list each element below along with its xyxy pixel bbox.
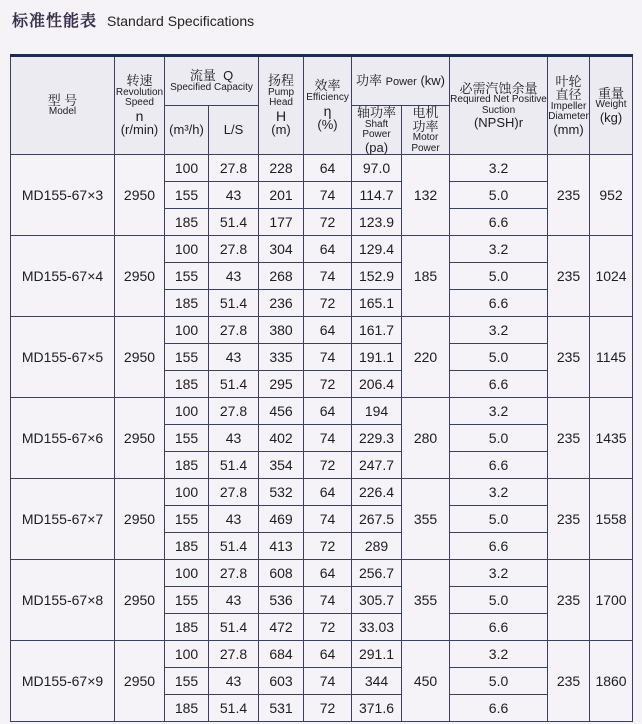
npsh-cell: 3.2 [450, 479, 548, 506]
model-cell: MD155-67×3 [11, 155, 115, 236]
head-cell: 684 [259, 641, 304, 668]
flow-m3h-cell: 155 [165, 506, 209, 533]
efficiency-cell: 72 [304, 533, 352, 560]
npsh-cell: 5.0 [450, 506, 548, 533]
npsh-cell: 5.0 [450, 182, 548, 209]
flow-ls-cell: 27.8 [209, 317, 259, 344]
flow-m3h-cell: 185 [165, 695, 209, 722]
head-cell: 228 [259, 155, 304, 182]
flow-ls-cell: 43 [209, 263, 259, 290]
npsh-cell: 6.6 [450, 290, 548, 317]
title-english: Standard Specifications [107, 13, 255, 29]
table-row [11, 236, 633, 263]
flow-ls-cell: 51.4 [209, 614, 259, 641]
head-cell: 402 [259, 425, 304, 452]
shaft-power-cell: 206.4 [352, 371, 402, 398]
flow-ls-cell: 43 [209, 668, 259, 695]
npsh-cell: 3.2 [450, 641, 548, 668]
flow-m3h-cell: 185 [165, 533, 209, 560]
header-model: 型 号 Model [11, 56, 115, 155]
motor-power-cell: 185 [402, 236, 450, 317]
efficiency-cell: 64 [304, 641, 352, 668]
shaft-power-cell: 165.1 [352, 290, 402, 317]
efficiency-cell: 64 [304, 236, 352, 263]
flow-m3h-cell: 155 [165, 182, 209, 209]
table-row [11, 398, 633, 425]
npsh-cell: 6.6 [450, 452, 548, 479]
shaft-power-cell: 123.9 [352, 209, 402, 236]
flow-m3h-cell: 155 [165, 344, 209, 371]
npsh-cell: 5.0 [450, 587, 548, 614]
head-cell: 380 [259, 317, 304, 344]
flow-ls-cell: 43 [209, 506, 259, 533]
motor-power-cell: 280 [402, 398, 450, 479]
npsh-cell: 5.0 [450, 425, 548, 452]
weight-cell: 1860 [590, 641, 633, 722]
speed-cell: 2950 [115, 560, 165, 641]
header-efficiency: 效率 Efficiency η (%) [304, 56, 352, 155]
efficiency-cell: 72 [304, 452, 352, 479]
efficiency-cell: 74 [304, 425, 352, 452]
npsh-cell: 5.0 [450, 344, 548, 371]
npsh-cell: 3.2 [450, 560, 548, 587]
impeller-cell: 235 [548, 155, 590, 236]
shaft-power-cell: 371.6 [352, 695, 402, 722]
speed-cell: 2950 [115, 236, 165, 317]
header-row [11, 56, 633, 106]
flow-ls-cell: 51.4 [209, 533, 259, 560]
head-cell: 268 [259, 263, 304, 290]
weight-cell: 1024 [590, 236, 633, 317]
flow-ls-cell: 27.8 [209, 398, 259, 425]
efficiency-cell: 64 [304, 560, 352, 587]
flow-ls-cell: 51.4 [209, 452, 259, 479]
header-impeller: 叶轮 直径 Impeller Diameter (mm) [548, 56, 590, 155]
efficiency-cell: 74 [304, 182, 352, 209]
head-cell: 354 [259, 452, 304, 479]
efficiency-cell: 74 [304, 263, 352, 290]
head-cell: 295 [259, 371, 304, 398]
weight-cell: 952 [590, 155, 633, 236]
motor-power-cell: 450 [402, 641, 450, 722]
table-row [11, 560, 633, 587]
efficiency-cell: 72 [304, 209, 352, 236]
npsh-cell: 6.6 [450, 614, 548, 641]
npsh-cell: 6.6 [450, 533, 548, 560]
flow-ls-cell: 43 [209, 587, 259, 614]
shaft-power-cell: 194 [352, 398, 402, 425]
npsh-cell: 5.0 [450, 263, 548, 290]
speed-cell: 2950 [115, 641, 165, 722]
shaft-power-cell: 129.4 [352, 236, 402, 263]
table-row [11, 155, 633, 182]
impeller-cell: 235 [548, 479, 590, 560]
model-cell: MD155-67×4 [11, 236, 115, 317]
npsh-cell: 3.2 [450, 317, 548, 344]
flow-m3h-cell: 185 [165, 614, 209, 641]
head-cell: 413 [259, 533, 304, 560]
flow-m3h-cell: 185 [165, 209, 209, 236]
header-power: 功率 Power (kw) [352, 56, 450, 106]
head-cell: 456 [259, 398, 304, 425]
efficiency-cell: 64 [304, 317, 352, 344]
motor-power-cell: 132 [402, 155, 450, 236]
table-row [11, 641, 633, 668]
efficiency-cell: 74 [304, 506, 352, 533]
flow-m3h-cell: 100 [165, 155, 209, 182]
head-cell: 236 [259, 290, 304, 317]
page-title [12, 8, 254, 32]
spec-table-body [11, 155, 633, 722]
model-cell: MD155-67×7 [11, 479, 115, 560]
shaft-power-cell: 229.3 [352, 425, 402, 452]
motor-power-cell: 220 [402, 317, 450, 398]
model-cell: MD155-67×6 [11, 398, 115, 479]
efficiency-cell: 64 [304, 479, 352, 506]
header-flow-ls: L/S [209, 106, 259, 155]
efficiency-cell: 72 [304, 290, 352, 317]
npsh-cell: 6.6 [450, 695, 548, 722]
shaft-power-cell: 97.0 [352, 155, 402, 182]
efficiency-cell: 64 [304, 398, 352, 425]
npsh-cell: 3.2 [450, 398, 548, 425]
flow-m3h-cell: 100 [165, 236, 209, 263]
title-chinese: 标准性能表 [12, 11, 98, 30]
head-cell: 304 [259, 236, 304, 263]
header-flow: 流量 Q Specified Capacity [165, 56, 259, 106]
flow-ls-cell: 27.8 [209, 560, 259, 587]
flow-m3h-cell: 185 [165, 371, 209, 398]
efficiency-cell: 72 [304, 371, 352, 398]
head-cell: 608 [259, 560, 304, 587]
flow-ls-cell: 43 [209, 182, 259, 209]
flow-ls-cell: 51.4 [209, 290, 259, 317]
flow-m3h-cell: 100 [165, 479, 209, 506]
flow-ls-cell: 51.4 [209, 371, 259, 398]
head-cell: 536 [259, 587, 304, 614]
weight-cell: 1700 [590, 560, 633, 641]
flow-ls-cell: 51.4 [209, 209, 259, 236]
table-row [11, 317, 633, 344]
shaft-power-cell: 152.9 [352, 263, 402, 290]
shaft-power-cell: 344 [352, 668, 402, 695]
flow-m3h-cell: 185 [165, 452, 209, 479]
flow-m3h-cell: 100 [165, 398, 209, 425]
head-cell: 177 [259, 209, 304, 236]
shaft-power-cell: 161.7 [352, 317, 402, 344]
impeller-cell: 235 [548, 560, 590, 641]
speed-cell: 2950 [115, 317, 165, 398]
npsh-cell: 6.6 [450, 209, 548, 236]
efficiency-cell: 72 [304, 614, 352, 641]
npsh-cell: 5.0 [450, 668, 548, 695]
head-cell: 531 [259, 695, 304, 722]
impeller-cell: 235 [548, 236, 590, 317]
flow-ls-cell: 27.8 [209, 236, 259, 263]
head-cell: 603 [259, 668, 304, 695]
flow-m3h-cell: 155 [165, 668, 209, 695]
weight-cell: 1558 [590, 479, 633, 560]
efficiency-cell: 74 [304, 344, 352, 371]
npsh-cell: 6.6 [450, 371, 548, 398]
efficiency-cell: 74 [304, 668, 352, 695]
model-cell: MD155-67×9 [11, 641, 115, 722]
weight-cell: 1435 [590, 398, 633, 479]
shaft-power-cell: 226.4 [352, 479, 402, 506]
header-shaft-power: 轴功率 Shaft Power (pa) [352, 106, 402, 155]
header-flow-m3h: (m³/h) [165, 106, 209, 155]
head-cell: 532 [259, 479, 304, 506]
speed-cell: 2950 [115, 398, 165, 479]
flow-m3h-cell: 155 [165, 587, 209, 614]
header-motor-power: 电机 功率 Motor Power [402, 106, 450, 155]
head-cell: 472 [259, 614, 304, 641]
npsh-cell: 3.2 [450, 236, 548, 263]
head-cell: 201 [259, 182, 304, 209]
shaft-power-cell: 33.03 [352, 614, 402, 641]
shaft-power-cell: 291.1 [352, 641, 402, 668]
impeller-cell: 235 [548, 641, 590, 722]
flow-m3h-cell: 185 [165, 290, 209, 317]
flow-ls-cell: 27.8 [209, 479, 259, 506]
flow-m3h-cell: 155 [165, 425, 209, 452]
spec-table [10, 54, 633, 722]
head-cell: 469 [259, 506, 304, 533]
npsh-cell: 3.2 [450, 155, 548, 182]
model-cell: MD155-67×8 [11, 560, 115, 641]
efficiency-cell: 74 [304, 587, 352, 614]
head-cell: 335 [259, 344, 304, 371]
flow-ls-cell: 43 [209, 425, 259, 452]
weight-cell: 1145 [590, 317, 633, 398]
efficiency-cell: 64 [304, 155, 352, 182]
shaft-power-cell: 267.5 [352, 506, 402, 533]
header-weight: 重量 Weight (kg) [590, 56, 633, 155]
efficiency-cell: 72 [304, 695, 352, 722]
shaft-power-cell: 289 [352, 533, 402, 560]
header-head: 扬程 Pump Head H (m) [259, 56, 304, 155]
shaft-power-cell: 247.7 [352, 452, 402, 479]
model-cell: MD155-67×5 [11, 317, 115, 398]
header-speed: 转速 Revolution Speed n (r/min) [115, 56, 165, 155]
speed-cell: 2950 [115, 479, 165, 560]
shaft-power-cell: 191.1 [352, 344, 402, 371]
header-npsh: 必需汽蚀余量 Required Net Positive Suction (NPSH)r [450, 56, 548, 155]
shaft-power-cell: 305.7 [352, 587, 402, 614]
motor-power-cell: 355 [402, 560, 450, 641]
impeller-cell: 235 [548, 317, 590, 398]
shaft-power-cell: 114.7 [352, 182, 402, 209]
flow-m3h-cell: 155 [165, 263, 209, 290]
flow-m3h-cell: 100 [165, 317, 209, 344]
impeller-cell: 235 [548, 398, 590, 479]
shaft-power-cell: 256.7 [352, 560, 402, 587]
motor-power-cell: 355 [402, 479, 450, 560]
flow-m3h-cell: 100 [165, 560, 209, 587]
flow-ls-cell: 27.8 [209, 155, 259, 182]
flow-ls-cell: 43 [209, 344, 259, 371]
flow-ls-cell: 51.4 [209, 695, 259, 722]
flow-m3h-cell: 100 [165, 641, 209, 668]
table-row [11, 479, 633, 506]
speed-cell: 2950 [115, 155, 165, 236]
flow-ls-cell: 27.8 [209, 641, 259, 668]
